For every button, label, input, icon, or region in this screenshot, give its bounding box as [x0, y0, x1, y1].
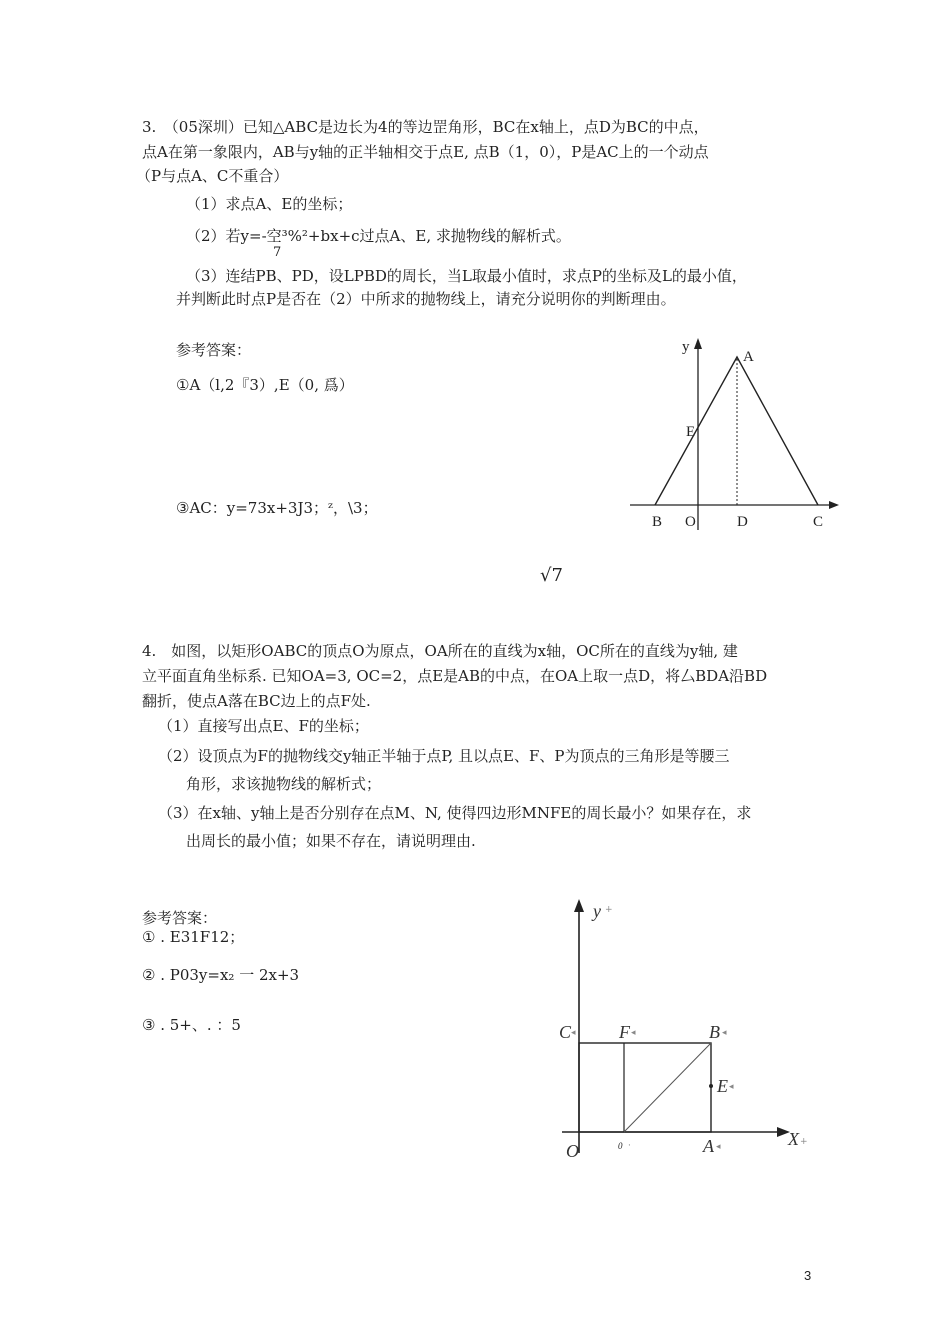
p4-label-f: F [619, 1022, 630, 1042]
p3-y-axis-arrow [694, 338, 702, 349]
p4-answer-title: 参考答案： [142, 909, 218, 927]
p3-statement-line3: （P与点A、C不重合） [136, 167, 289, 185]
p3-sqrt7: √7 [540, 565, 563, 586]
p4-label-x: X [788, 1129, 799, 1149]
p3-label-o: O [685, 514, 696, 530]
p3-answer3: ③AC：y=73x+3J3；ᶻ，\3； [176, 499, 378, 517]
p4-label-e-mark: ◂ [729, 1082, 734, 1092]
p3-label-y: y [682, 339, 690, 355]
p4-rectangle-oabc [579, 1043, 711, 1132]
p4-label-y-mark: + [605, 905, 613, 915]
p4-label-a: A [703, 1136, 714, 1156]
p4-label-y: y [593, 901, 601, 921]
p3-statement-line1: 3. （05深圳）已知△ABC是边长为4的等边罡角形，BC在x轴上，点D为BC的中点， [142, 118, 709, 136]
p4-label-c-mark: ◂ [571, 1028, 576, 1038]
p4-label-o: O [566, 1141, 579, 1161]
p4-segment-bd [624, 1043, 711, 1132]
p3-triangle-figure [625, 335, 845, 535]
p4-label-d-mark: · [628, 1141, 631, 1151]
p4-label-c: C [559, 1022, 572, 1042]
p4-label-a-mark: ◂ [716, 1142, 721, 1152]
page-number: 3 [804, 1268, 812, 1283]
p4-label-d: 0 [618, 1141, 623, 1151]
p3-label-e: E [686, 424, 696, 440]
p3-statement-line2: 点A在第一象限内，AB与y轴的正半轴相交于点E, 点B（1，0），P是AC上的一个动点 [142, 143, 709, 161]
p3-answer-title: 参考答案： [176, 341, 252, 359]
p4-part1: （1）直接写出点E、F的坐标； [158, 717, 369, 735]
p4-point-e [709, 1084, 713, 1088]
p4-label-e: E [717, 1076, 728, 1096]
p4-rectangle-figure [552, 895, 812, 1165]
p4-part2-line1: （2）设顶点为F的抛物线交y轴正半轴于点P, 且以点E、F、P为顶点的三角形是等腰三 [158, 747, 730, 765]
p4-label-x-mark: + [800, 1137, 808, 1147]
p4-part3-line1: （3）在x轴、y轴上是否分别存在点M、N, 使得四边形MNFE的周长最小？如果存在，求 [158, 804, 752, 822]
p3-part3-line1: （3）连结PB、PD，设LPBD的周长，当L取最小值时，求点P的坐标及L的最小值， [186, 267, 747, 285]
p4-answer2: ② . P03y=x₂ 一 2x+3 [142, 966, 300, 984]
p3-label-c: C [813, 514, 824, 530]
p4-y-axis-arrow [574, 899, 584, 912]
p4-answer1: ① . E31F12； [142, 928, 245, 946]
p3-x-axis-arrow [829, 501, 839, 509]
p4-label-b: B [709, 1022, 720, 1042]
p3-answer1: ①A（l,2『3）,E（0, 爲） [176, 376, 354, 394]
p4-answer3: ③ . 5+、. ：5 [142, 1016, 241, 1034]
p4-label-f-mark: ◂ [631, 1028, 636, 1038]
p4-label-b-mark: ◂ [722, 1028, 727, 1038]
p3-part2-sub: 7 [273, 245, 282, 260]
p4-statement-line2: 立平面直角坐标系. 已知OA=3, OC=2，点E是AB的中点，在OA上取一点D，将厶BDA沿BD [142, 667, 768, 685]
p4-part3-line2: 出周长的最小值；如果不存在，请说明理由. [186, 832, 476, 850]
p3-part1: （1）求点A、E的坐标； [186, 195, 353, 213]
p4-statement-line1: 4. 如图，以矩形OABC的顶点O为原点，OA所在的直线为x轴，OC所在的直线为y轴, 建 [142, 642, 738, 660]
p3-label-b: B [652, 514, 663, 530]
p3-part2: （2）若y=-空³%²+bx+c过点A、E, 求抛物线的解析式。 [186, 227, 571, 245]
p3-label-d: D [737, 514, 748, 530]
p4-part2-line2: 角形，求该抛物线的解析式； [186, 775, 382, 793]
p3-label-a: A [743, 349, 754, 365]
p3-part3-line2: 并判断此时点P是否在（2）中所求的抛物线上，请充分说明你的判断理由。 [176, 290, 676, 308]
p4-statement-line3: 翻折，使点A落在BC边上的点F处. [142, 692, 371, 710]
